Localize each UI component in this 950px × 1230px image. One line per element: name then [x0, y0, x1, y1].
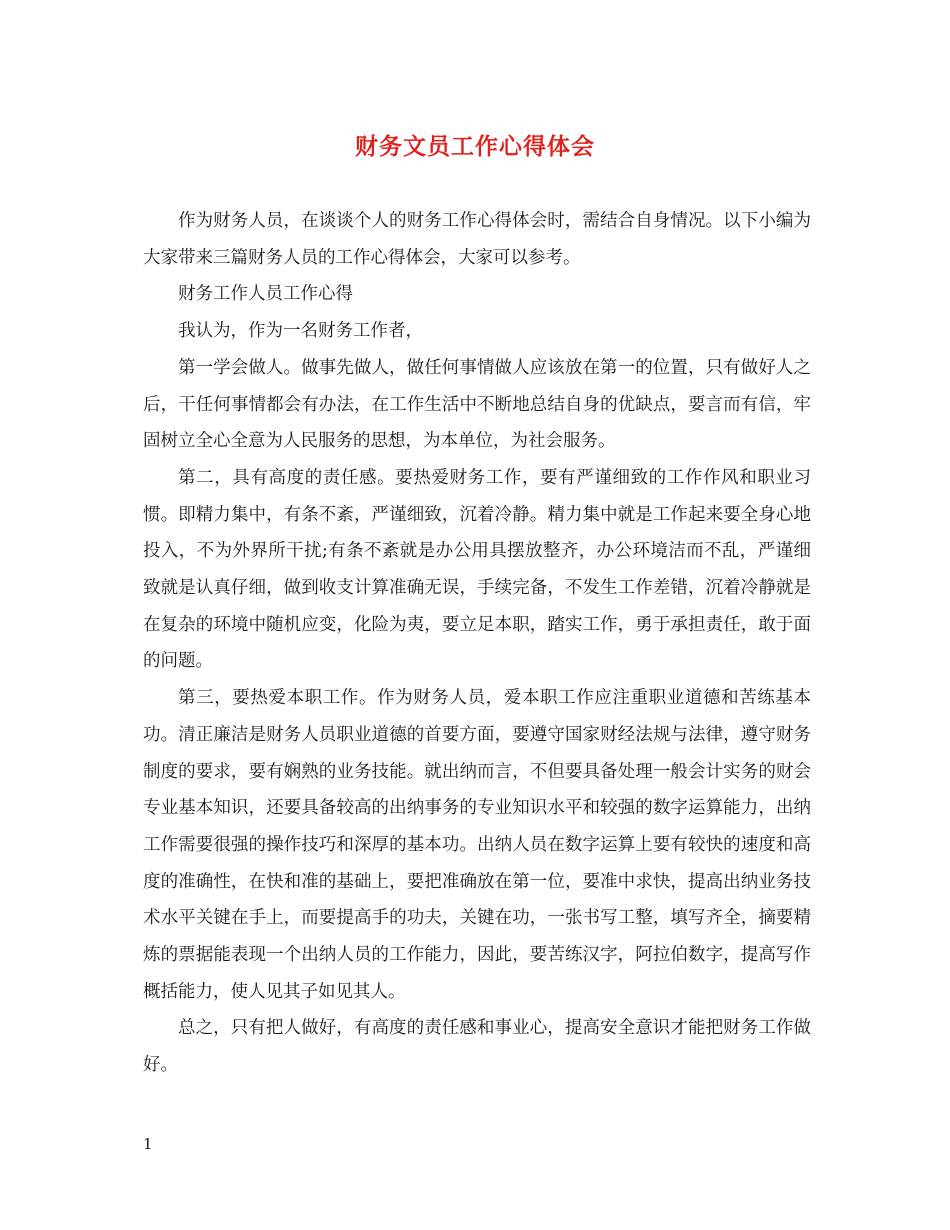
paragraph-second-point: 第二，具有高度的责任感。要热爱财务工作，要有严谨细致的工作作风和职业习惯。即精力集中，有条不紊，严谨细致，沉着冷静。精力集中就是工作起来要全身心地投入，不为外界所干扰;有条不紊就是办公用具摆放整齐，办公环境洁而不乱，严谨细致就是认真仔细，做到收支计算准确无误，手续完备，不发生工作差错，沉着冷静就是在复杂的环境中随机应变，化险为夷，要立足本职，踏实工作，勇于承担责任，敢于面的问题。 — [143, 467, 811, 672]
paragraph-intro: 作为财务人员，在谈谈个人的财务工作心得体会时，需结合自身情况。以下小编为大家带来三篇财务人员的工作心得体会，大家可以参考。 — [143, 211, 811, 268]
paragraph-opening: 我认为，作为一名财务工作者， — [178, 321, 423, 342]
page-number: 1 — [143, 1135, 153, 1153]
paragraph-subheading: 财务工作人员工作心得 — [178, 284, 353, 305]
paragraph-first-point: 第一学会做人。做事先做人，做任何事情做人应该放在第一的位置，只有做好人之后，干任何事情都会有办法，在工作生活中不断地总结自身的优缺点，要言而有信，牢固树立全心全意为人民服务的思想，为本单位，为社会服务。 — [143, 357, 811, 452]
document-body — [143, 203, 811, 1084]
document-title: 财务文员工作心得体会 — [355, 133, 595, 160]
paragraph-third-point: 第三，要热爱本职工作。作为财务人员，爱本职工作应注重职业道德和苦练基本功。清正廉洁是财务人员职业道德的首要方面，要遵守国家财经法规与法律，遵守财务制度的要求，要有娴熟的业务技能。就出纳而言，不但要具备处理一般会计实务的财会专业基本知识，还要具备较高的出纳事务的专业知识水平和较强的数字运算能力，出纳工作需要很强的操作技巧和深厚的基本功。出纳人员在数字运算上要有较快的速度和高度的准确性，在快和准的基础上，要把准确放在第一位，要准中求快，提高出纳业务技术水平关键在手上，而要提高手的功夫，关键在功，一张书写工整，填写齐全，摘要精炼的票据能表现一个出纳人员的工作能力，因此，要苦练汉字，阿拉伯数字，提高写作概括能力，使人见其子如见其人。 — [143, 688, 811, 1002]
paragraph-conclusion: 总之，只有把人做好，有高度的责任感和事业心，提高安全意识才能把财务工作做好。 — [143, 1018, 811, 1076]
